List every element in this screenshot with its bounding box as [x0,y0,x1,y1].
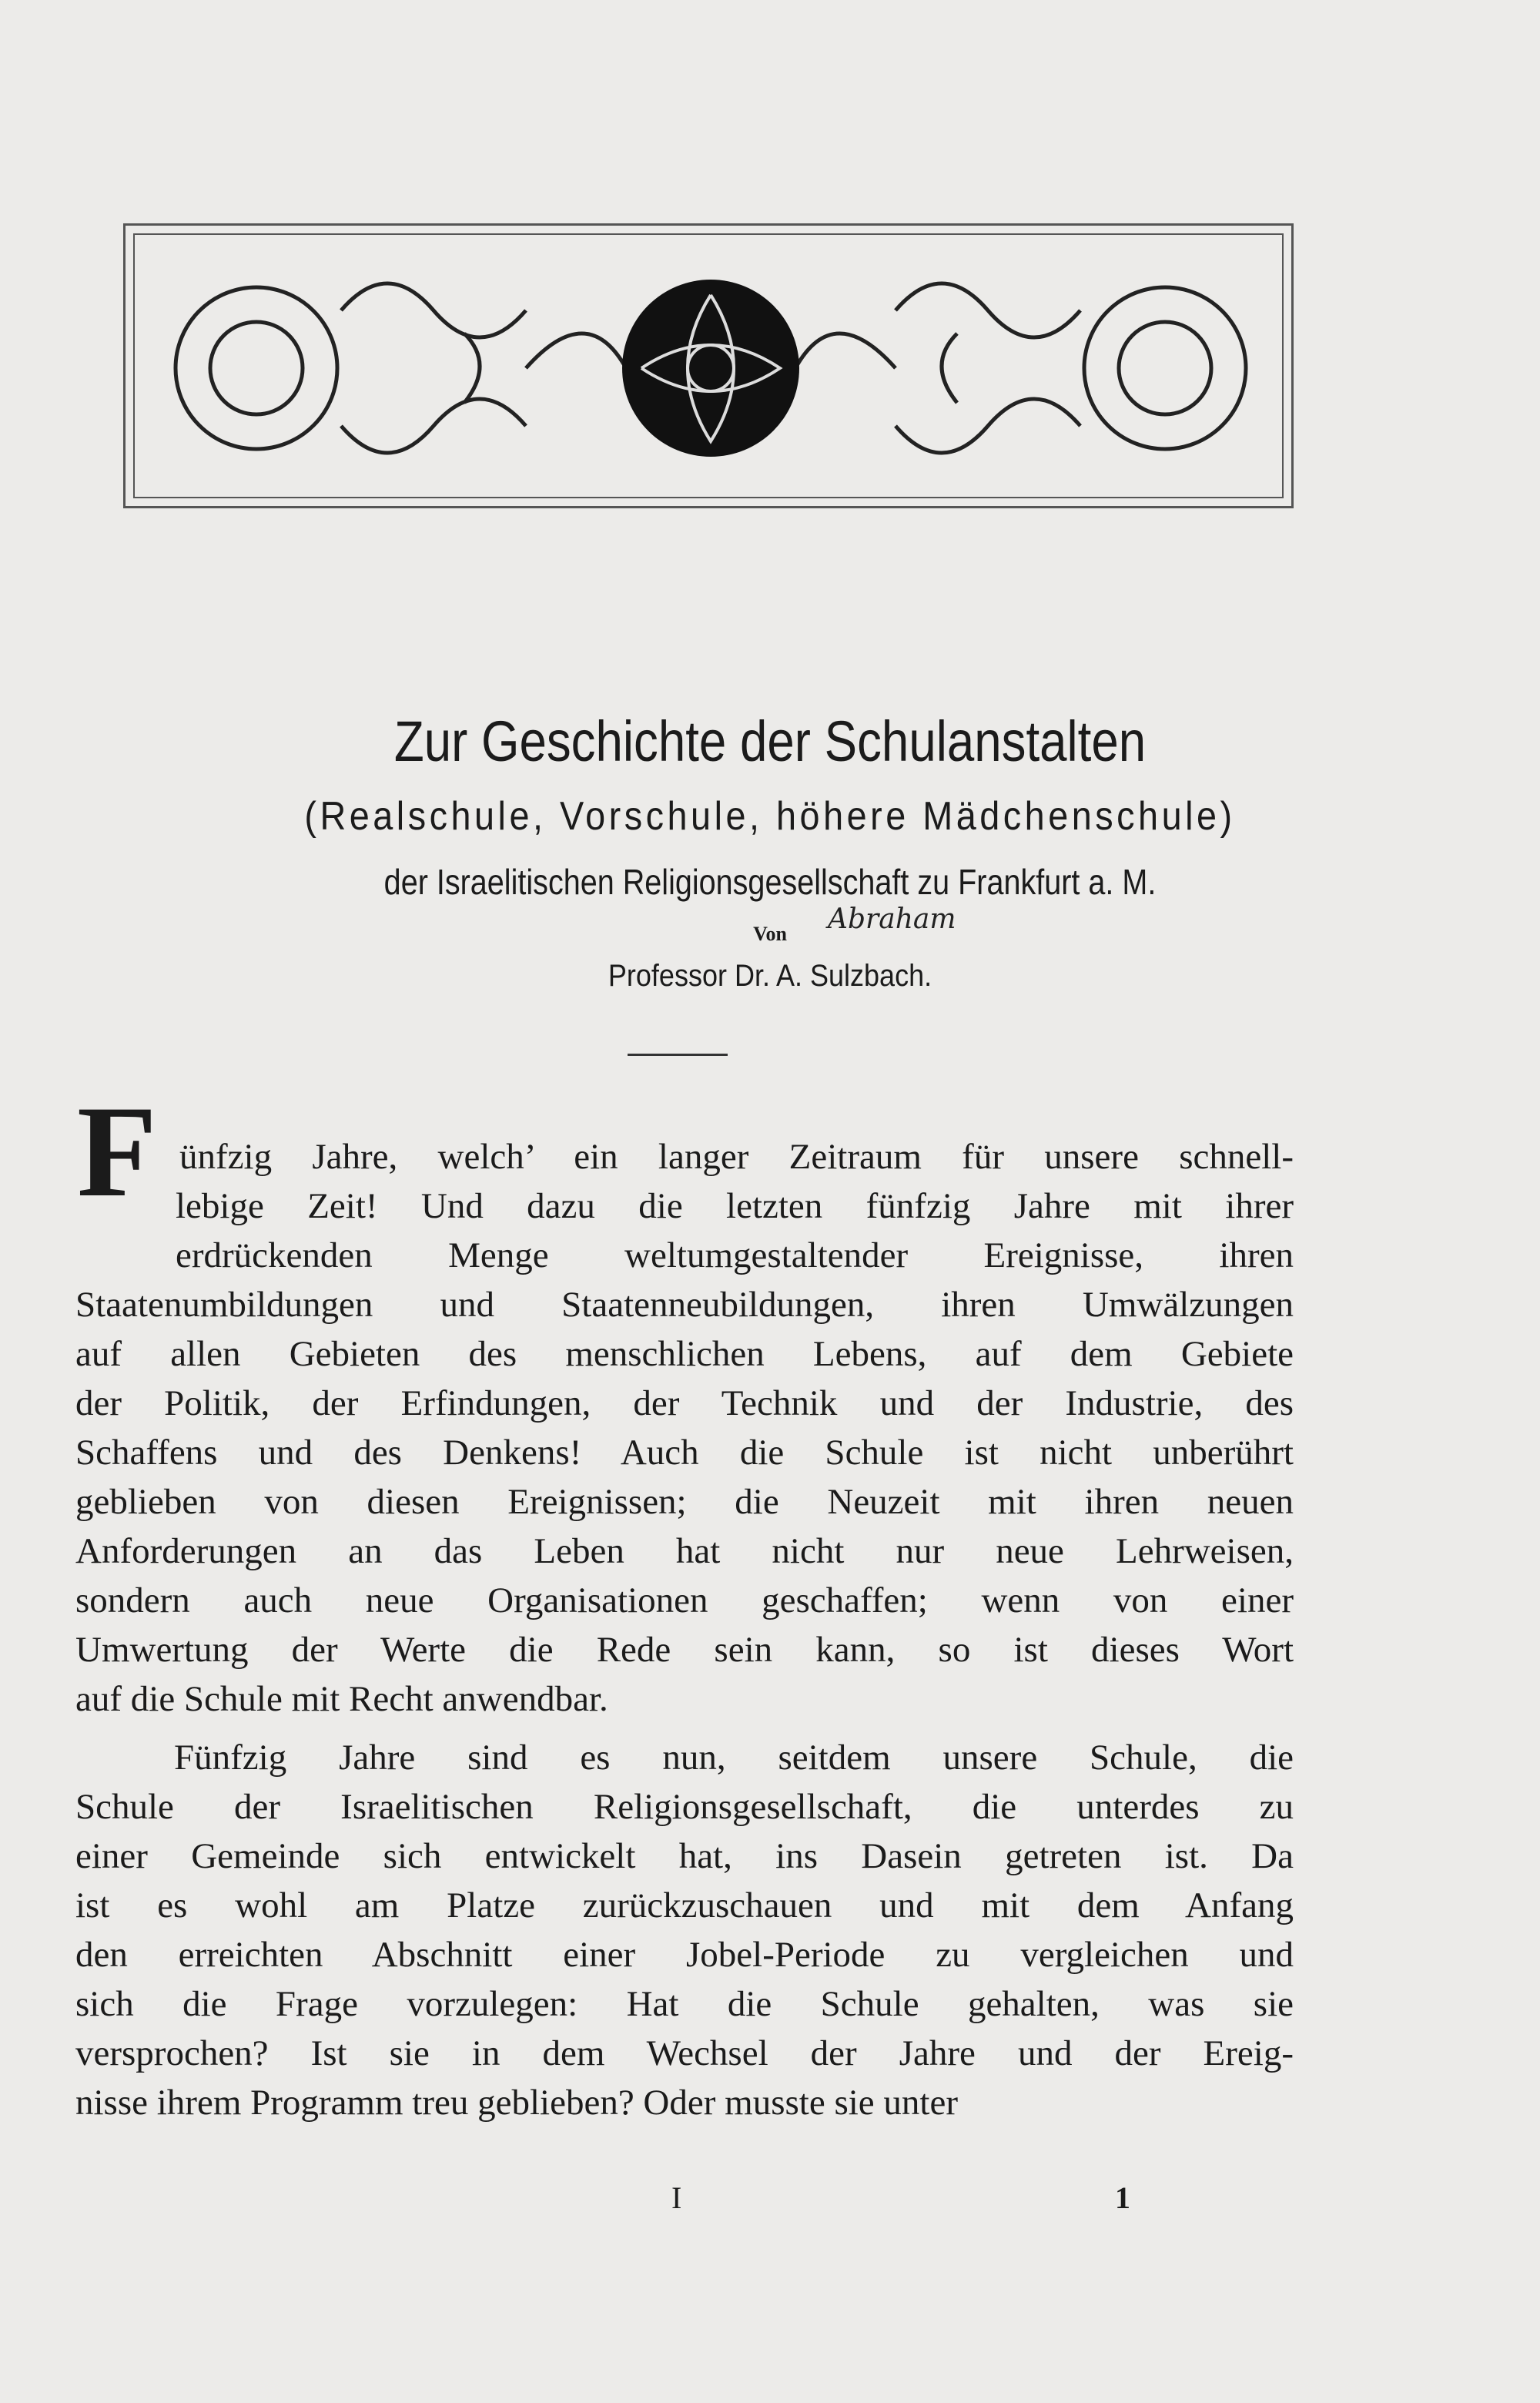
text-line: erdrückenden Menge weltumgestaltender Ereignisse, ihren [176,1235,1294,1275]
article-subtitle: (Realschule, Vorschule, höhere Mädchenschule) [304,794,1236,839]
paragraph-2 [75,1733,1294,2127]
text-line: den erreichten Abschnitt einer Jobel-Periode zu vergleichen und [75,1935,1294,1975]
text-line: sich die Frage vorzulegen: Hat die Schule gehalten, was sie [75,1984,1294,2024]
text-line: einer Gemeinde sich entwickelt hat, ins Dasein getreten ist. Da [75,1836,1294,1876]
ornamental-header-frame [123,223,1294,508]
text-line: auf die Schule mit Recht anwendbar. [75,1679,608,1719]
text-line: ist es wohl am Platze zurückzuschauen und mit dem Anfang [75,1885,1294,1925]
drop-cap: F [77,1079,157,1224]
text-line: geblieben von diesen Ereignissen; die Neuzeit mit ihren neuen [75,1482,1294,1522]
text-line: versprochen? Ist sie in dem Wechsel der Jahre und der Ereig- [75,2033,1294,2073]
signature-mark: I [671,2180,682,2215]
text-line: lebige Zeit! Und dazu die letzten fünfzig Jahre mit ihrer [176,1186,1294,1226]
text-line: der Politik, der Erfindungen, der Technik und der Industrie, des [75,1383,1294,1423]
text-line: ünfzig Jahre, welch’ ein langer Zeitraum für unsere schnell- [179,1137,1294,1177]
text-line: nisse ihrem Programm treu geblieben? Oder musste sie unter [75,2083,958,2123]
text-line: Schule der Israelitischen Religionsgesellschaft, die unterdes zu [75,1787,1294,1827]
ornament-scrollwork [141,241,1281,495]
byline-von: Von [753,923,787,945]
text-line: Fünfzig Jahre sind es nun, seitdem unsere Schule, die [174,1738,1294,1778]
paragraph-1 [75,1132,1294,1724]
text-line: Staatenumbildungen und Staatenneubildungen, ihren Umwälzungen [75,1285,1294,1325]
author-name: Professor Dr. A. Sulzbach. [608,959,932,993]
article-subtitle-2: der Israelitischen Religionsgesellschaft zu Frankfurt a. M. [383,862,1157,902]
text-line: Umwertung der Werte die Rede sein kann, so ist dieses Wort [75,1630,1294,1670]
text-line: Anforderungen an das Leben hat nicht nur neue Lehrweisen, [75,1531,1294,1571]
text-line: Schaffens und des Denkens! Auch die Schule ist nicht unberührt [75,1433,1294,1473]
page-number: 1 [1115,2180,1130,2215]
text-line: auf allen Gebieten des menschlichen Lebens, auf dem Gebiete [75,1334,1294,1374]
article-title: Zur Geschichte der Schulanstalten [393,709,1147,773]
text-line: sondern auch neue Organisationen geschaffen; wenn von einer [75,1580,1294,1620]
section-divider [628,1054,728,1056]
handwritten-annotation: Abraham [828,903,956,935]
